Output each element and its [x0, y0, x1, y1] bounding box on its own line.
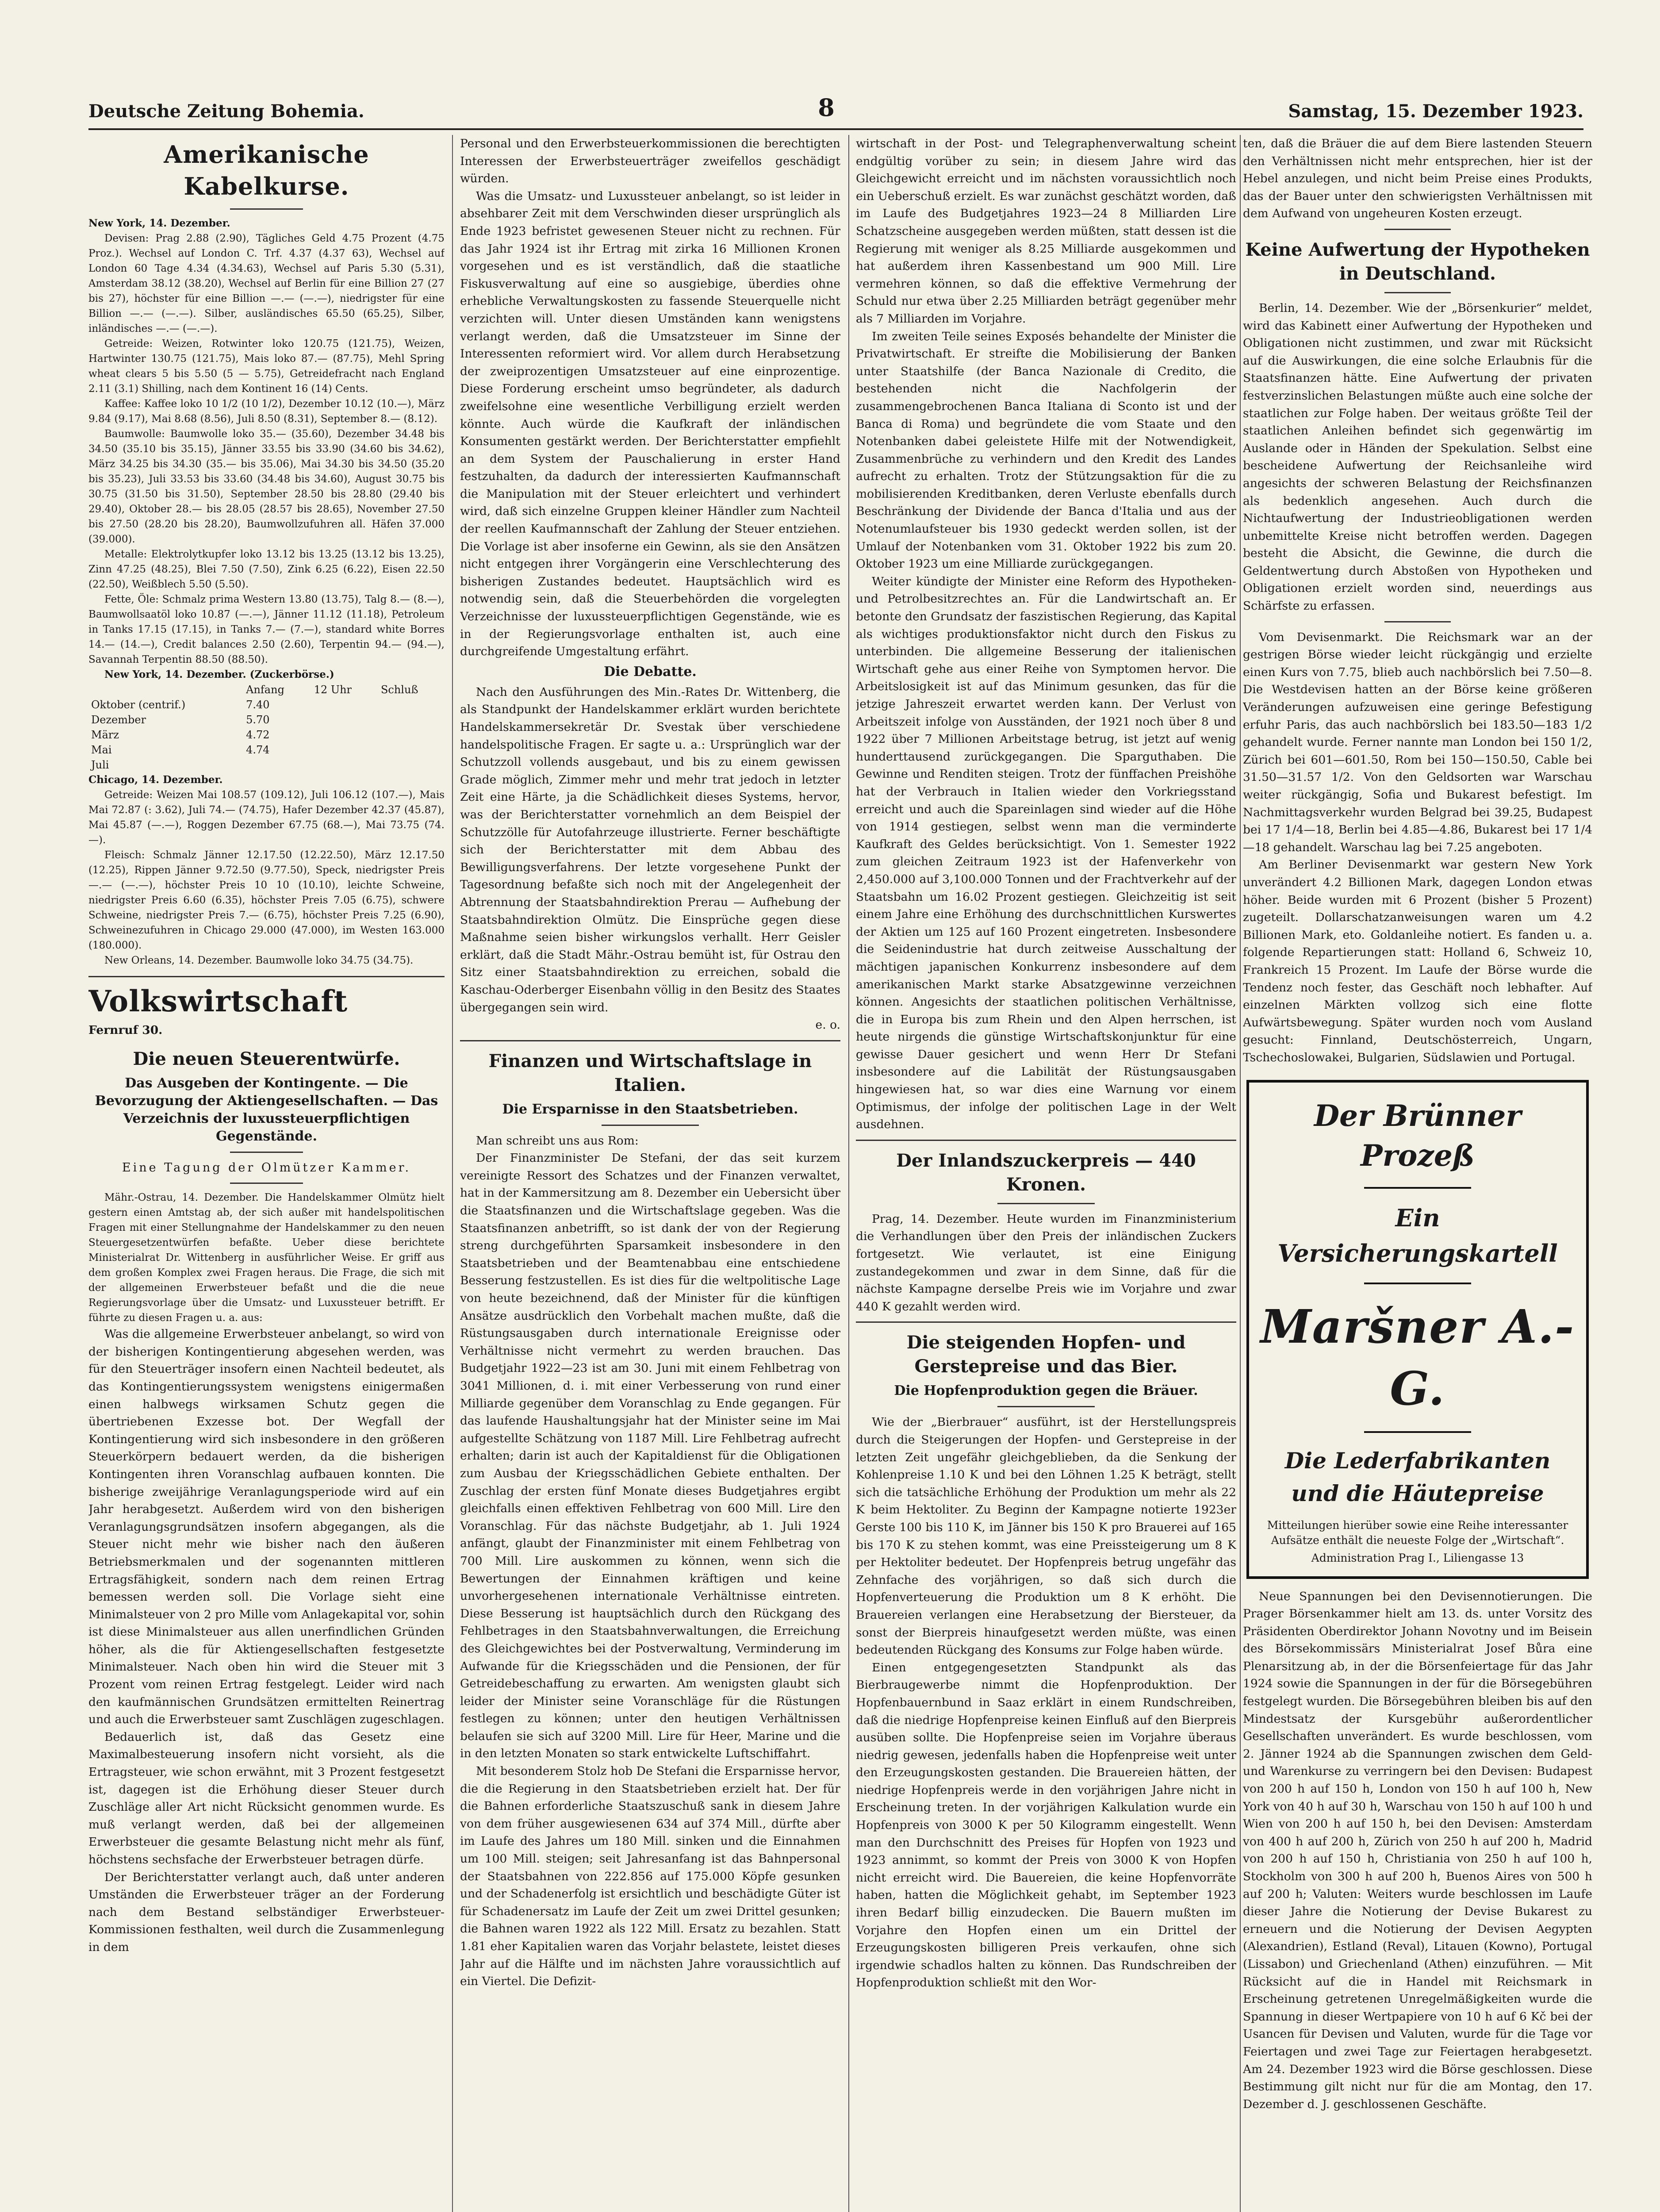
table-row [88, 742, 445, 757]
divider [460, 1040, 840, 1041]
table-cell: 4.72 [246, 729, 270, 741]
paragraph: Baumwolle: Baumwolle loko 35.— (35.60), Dezember 34.48 bis 34.50 (35.10 bis 35.15), Jänner 33.55 bis 33.90 (34.60 bis 34.62), März 34.25 bis 34.30 (35.— bis 35.06), Mai 34.30 bis 34.50 (35.20 bis 35.23), Juli 33.53 bis 33.60 (34.48 bis 34.60), August 30.75 bis 30.75 (31.50 bis 31.50), September 28.50 bis 28.80 (29.40 bis 29.40), Oktober 28.— bis 28.05 (28.57 bis 28.65), November 27.50 bis 27.50 (28.20 bis 28.20), Baumwollzufuhren all. Häfen 37.000 (39.000). [88, 428, 445, 545]
divider [230, 208, 303, 210]
paragraph: Mähr.-Ostrau, 14. Dezember. Die Handelskammer Olmütz hielt gestern einen Amtstag ab, der sich außer mit handelspolitischen Fragen mit einer Stellungnahme der Handelskammer zu den neuen Steuergesetzentwürfen befaßte. Ueber diese berichtete Ministerialrat Dr. Wittenberg in ausführlicher Weise. Er griff aus dem großen Komplex zwei Fragen heraus. Die Frage, die sich mit der allgemeinen Erwerbsteuer befaßt und die die neue Regierungsvorlage über die Umsatz- und Luxussteuer betrifft. Er führte zu diesen Fragen u. a. aus: [88, 1192, 445, 1324]
ad-rule [1364, 1283, 1471, 1284]
ad-note: Mitteilungen hierüber sowie eine Reihe interessanter Aufsätze enthält die neueste Folge der „Wirtschaft“. [1267, 1518, 1568, 1547]
divider [230, 1152, 303, 1153]
paragraph: Der Finanzminister De Stefani, der das seit kurzem vereinigte Ressort des Schatzes und der Finanzen verwaltet, hat in der Kammersitzung am 8. Dezember ein Uebersicht über die Staatsfinanzen und die Wirtschaftslage gegeben. Was die Staatsfinanzen anbetrifft, so ist dank der von der Regierung streng durchgeführten Sparsamkeit insbesondere in den Staatsbetrieben und der Beamtenabbau eine entschiedene Besserung festzustellen. Es ist dies für die weltpolitische Lage von heute bezeichnend, daß der Minister für die künftigen Ansätze ausdrücklich den Vorbehalt machen mußte, daß die Rüstungsausgaben durch internationale Ereignisse oder Verhältnisse nicht vermehrt zu werden brauchen. Das Budgetjahr 1922—23 ist am 30. Juni mit einem Fehlbetrag von 3041 Millionen, d. i. mit einer Verbesserung von rund einer Milliarde gegenüber dem Voranschlag zu Ende gegangen. Für das laufende Haushaltungsjahr hat der Minister seine im Mai aufgestellte Schätzung von 1187 Mill. Lire Fehlbetrag aufrecht erhalten; darin ist auch der Kapitaldienst für die Obligationen zum Ausbau der Kriegsschädlichen Gebiete enthalten. Der Zuschlag der ersten fünf Monate dieses Budgetjahres ergibt gleichfalls einen effektiven Fehlbetrag von 600 Mill. Lire den Voranschlag. Für das nächste Budgetjahr, ab 1. Juli 1924 anfängt, glaubt der Finanzminister mit einem Fehlbetrag von 700 Mill. Lire auskommen zu können, wenn sich die Bewertungen der Einnahmen kräftigen und keine unvorhergesehenen internationale Verhältnisse eintreten. Diese Besserung ist hauptsächlich durch den Rückgang des Fehlbetrages in den Staatsbahnverwaltungen, die Erreichung des Gleichgewichtes bei der Postverwaltung, Verminderung im Aufwande für die Kriegsschäden und die Pensionen, der für Getreidebeschaffung zu erwarten. Am wenigsten glaubt sich leider der Minister seine Voranschläge für die Rüstungen festlegen zu können; unter den heutigen Verhältnissen belaufen sie sich auf 3200 Mill. Lire für Heer, Marine und die in den letzten Monaten so stark entwickelte Luftschiffahrt. [460, 1151, 840, 1761]
paragraph: Man schreibt uns aus Rom: [476, 1133, 639, 1148]
table-header-cell: Anfang [246, 684, 284, 696]
table-row [88, 712, 445, 727]
table-cell [311, 697, 378, 712]
paragraph: Metalle: Elektrolytkupfer loko 13.12 bis 13.25 (13.12 bis 13.25), Zinn 47.25 (48.25), Blei 7.50 (7.50), Zink 6.25 (6.22), Eisen 22.50 (22.50), Weißblech 5.50 (5.50). [88, 549, 445, 590]
paragraph: Einen entgegengesetzten Standpunkt als das Bierbraugewerbe nimmt die Hopfenproduktion. Der Hopfenbauernbund in Saaz erklärt in einem Rundschreiben, daß die niedrige Hopfenpreise keinen Einfluß auf den Bierpreis ausüben sollte. Die Hopfenpreise seien im Vorjahre überaus niedrig gewesen, jedenfalls haben die Hopfenpreise weit unter den Erzeugungskosten gestanden. Die Brauereien hätten, der niedrige Hopfenpreis werde in den vorjährigen Jahre nicht in Erscheinung treten. In der vorjährigen Kalkulation wurde ein Hopfenpreis von 3000 K per 50 Kilogramm eingestellt. Wenn man den Durchschnitt des Preises für Hopfen von 1923 und 1923 annimmt, so kommt der Preis von 3000 K von Hopfen nicht erreicht wird. Die Bauereien, die keine Hopfenvorräte haben, hatten die Möglichkeit gehabt, im September 1923 ihren Bedarf billig einzudecken. Die Bauern mußten im Vorjahre den Hopfen einen um ein Drittel der Erzeugungskosten billigeren Preis verkaufen, ohne sich irgendwie schadlos halten zu können. Das Rundschreiben der Hopfenproduktion schließt mit den Wor- [856, 1660, 1236, 1990]
article-title: Die steigenden Hopfen- und Gerstepreise und das Bier. [906, 1332, 1186, 1377]
paragraph: Weiter kündigte der Minister eine Reform des Hypotheken- und Petrolbesitzrechtes an. Für die Landwirtschaft an. Er betonte den Grundsatz der faszistischen Regierung, das Kapital als wichtiges produktionsfaktor nicht durch den Fiskus zu unterbinden. Die allgemeine Besserung der italienischen Wirtschaft gehe aus einer Reihe von Symptomen hervor. Die Arbeitslosigkeit ist auf das Minimum gesunken, das für die jetzige Jahreszeit erwartet werden kann. Der Verlust von Arbeitszeit infolge von Ausständen, der 1921 noch über 8 und 1922 über 7 Millionen Arbeitstage betrug, ist jetzt auf wenig hunderttausend zurückgegangen. Die Sparguthaben. Die Gewinne und Renditen steigen. Trotz der fünffachen Preishöhe hat der Verbrauch in Italien wieder den Vorkriegsstand erreicht und auch die Spareinlagen sind wieder auf die Höhe von 1914 gestiegen, selbst wenn man die verminderte Kaufkraft des Geldes berücksichtigt. Von 1. Semester 1922 zum gleichen Zeitraum 1923 ist der Hafenverkehr von 2,450.000 auf 3,100.000 Tonnen und der Frachtverkehr auf der Staatsbahn um 16.02 Prozent gestiegen. Gleichzeitig ist seit einem Jahre eine Erhöhung des durchschnittlichen Kurswertes der Aktien um 125 auf 160 Prozent eingetreten. Insbesondere die Seidenindustrie hat durch zeitweise Ausschaltung der mächtigen japanischen Konkurrenz insbesondere auf dem amerikanischen Markt starke Absatzgewinne verzeichnen können. Angesichts der staatlichen politischen Verhältnisse, die in Europa bis zum Rhein und den Alpen herrschen, ist heute nirgends die günstige Wirtschaftskonjunktur für eine gewisse Dauer gesichert und wenn Herr Dr Stefani insbesondere auf die Labilität der Rüstungsausgaben hingewiesen hat, so war dies eine Warnung vor einem Optimismus, der infolge der politischen Lage in der Welt ausdehnen. [856, 574, 1236, 1132]
paragraph: Berlin, 14. Dezember. Wie der „Börsenkurier“ meldet, wird das Kabinett einer Aufwertung der Hypotheken und Obligationen nicht zustimmen, und zwar mit Rücksicht auf die Auswirkungen, die eine solche Erlaubnis für die Staatsfinanzen hätte. Eine Aufwertung der privaten festverzinslichen Belastungen müßte auch eine solche der staatlichen zur Folge haben. Der weitaus größte Teil der staatlichen Anleihen befindet sich gegenwärtig im Auslande oder in Händen der Spekulation. Selbst eine bescheidene Aufwertung der Reichsanleihe wird angesichts der schweren Belastung der Reichsfinanzen als bedenklich angesehen. Auch durch die Nichtaufwertung der Industrieobligationen werden unbemittelte Kreise nicht betroffen werden. Dagegen besteht die Absicht, die Gewinne, die durch die Geldentwertung durch Abstoßen von Hypotheken und Obligationen erzielt worden sind, neuerdings aus Schärfste zu erfassen. [1243, 301, 1592, 613]
column-1 [88, 135, 445, 2212]
subheading: Die Debatte. [604, 664, 697, 680]
article-subtitle: Eine Tagung der Olmützer Kammer. [122, 1160, 411, 1175]
column-rule [1240, 135, 1241, 2212]
header-rule [88, 128, 1583, 130]
table-cell [378, 712, 445, 727]
table-cell [243, 757, 311, 772]
paragraph: Personal und den Erwerbsteuerkommissionen die berechtigten Interessen der Erwerbsteuerträger zweifellos geschädigt würden. [460, 137, 840, 186]
ad-rule [1364, 1187, 1471, 1189]
ad-line: Maršner A.-G. [1260, 1299, 1575, 1416]
paragraph: Am Berliner Devisenmarkt war gestern New York unverändert 4.2 Billionen Mark, dagegen London etwas höher. Beide wurden mit 6 Prozent (bisher 5 Prozent) zugeteilt. Dollarschatzanweisungen waren um 4.2 Billionen Mark, eto. Goldanleihe notiert. Es fanden u. a. folgende Repartierungen statt: Holland 6, Schweiz 10, Frankreich 15 Prozent. Im Laufe der Börse wurde die Tendenz noch fester, das Geschäft noch lebhafter. Auf einzelnen Märkten vollzog sich eine flotte Aufwärtsbewegung. Später wurden noch vom Ausland gesucht: Finnland, Deutschösterreich, Ungarn, Tschechoslowakei, Bulgarien, Südslawien und Portugal. [1243, 858, 1592, 1064]
table-cell [378, 697, 445, 712]
article-deck: Das Ausgeben der Kontingente. — Die Bevorzugung der Aktiengesellschaften. — Das Verzeichnis der luxussteuerpflichtigen Gegenstände. [95, 1075, 438, 1144]
ad-address: Administration Prag I., Liliengasse 13 [1311, 1551, 1524, 1564]
column-3 [856, 135, 1236, 2212]
column-rule [848, 135, 849, 2212]
table-row [88, 697, 445, 712]
divider [856, 1140, 1236, 1141]
section-phone: Fernruf 30. [88, 1023, 163, 1037]
divider [602, 1125, 699, 1126]
column-4 [1243, 135, 1592, 2212]
table-cell [311, 757, 378, 772]
dateline: New York, 14. Dezember. [88, 217, 230, 229]
paragraph: Getreide: Weizen, Rotwinter loko 120.75 (121.75), Weizen, Hartwinter 130.75 (121.75), Mais loko 87.— (87.75), Mehl Spring wheat clears 5 bis 5.50 (5 — 5.75), Getreidefracht nach England 2.11 (3.1) Shilling, nach dem Kontinent 16 (14) Cents. [88, 338, 445, 395]
table-cell: Juli [91, 759, 109, 771]
article-title: Der Inlandszuckerpreis — 440 Kronen. [896, 1150, 1196, 1195]
divider [997, 1203, 1095, 1204]
table-cell [378, 727, 445, 742]
paragraph: Im zweiten Teile seines Exposés behandelte der Minister die Privatwirtschaft. Er streifte die Mobilisierung der Banken unter Staatshilfe (der Banca Nazionale di Credito, die bestehenden nicht die Nachfolgerin der zusammengebrochenen Banca Italiana di Sconto ist und der Banca di Roma) und begründete die vom Staate und den Notenbanken dabei geleistete Hilfe mit der Notwendigkeit, Zusammenbrüche zu verhindern und den Kredit des Landes aufrecht zu erhalten. Trotz der Stützungsaktion für die zu mobilisierenden Kreditbanken, deren Verluste ebenfalls durch Beschränkung der Dividende der Banca d'Italia und aus der Notenumlaufsteuer bis 1930 gedeckt werden sollen, ist der Umlauf der Notenbanken vom 31. Oktober 1922 bis zum 20. Oktober 1923 um eine Milliarde zurückgegangen. [856, 329, 1236, 571]
ad-line: Ein Versicherungskartell [1277, 1203, 1558, 1267]
table-cell: 4.74 [246, 744, 270, 756]
table-cell [311, 742, 378, 757]
dateline: Chicago, 14. Dezember. [88, 774, 223, 786]
article-title: Amerikanische Kabelkurse. [164, 140, 369, 200]
paragraph: Fette, Öle: Schmalz prima Western 13.80 (13.75), Talg 8.— (8.—), Baumwollsaatöl loko 10.87 (—.—), Jänner 11.12 (11.18), Petroleum in Tanks 17.15 (17.15), in Tanks 7.— (7.—), standard white Borres 14.— (14.—), Credit balances 2.50 (2.60), Terpentin 94.— (94.—), Savannah Terpentin 88.50 (88.50). [88, 594, 445, 665]
paragraph: Devisen: Prag 2.88 (2.90), Tägliches Geld 4.75 Prozent (4.75 Proz.). Wechsel auf London C. Trf. 4.37 (4.37 63), Wechsel auf London 60 Tage 4.34 (4.34.63), Wechsel auf Paris 5.30 (5.31), Amsterdam 38.12 (38.20), Wechsel auf Berlin für eine Billion 27 (27 bis 27), höchster für eine Billion —.— (—.—), niedrigster für eine Billion —.— (—.—). Silber, ausländisches 65.50 (65.25), Silber, inländisches —.— (—.—). [88, 233, 445, 334]
advertisement [1246, 1080, 1589, 1579]
table-cell: 7.40 [246, 699, 270, 711]
paragraph: Kaffee: Kaffee loko 10 1/2 (10 1/2), Dezember 10.12 (10.—), März 9.84 (9.17), Mai 8.68 (8.56), Juli 8.50 (8.31), September 8.— (8.12). [88, 398, 445, 425]
table-cell: Mai [91, 744, 112, 756]
ad-line: Die Lederfabrikanten und die Häutepreise [1284, 1447, 1551, 1506]
paragraph: Fleisch: Schmalz Jänner 12.17.50 (12.22.50), März 12.17.50 (12.25), Rippen Jänner 9.72.50 (9.77.50), Speck, niedrigster Preis —.— (—.—), höchster Preis 10 10 (10.10), leichte Schweine, niedrigster Preis 6.60 (6.35), höchster Preis 7.05 (6.75), schwere Schweine, niedrigster Preis 7.— (6.75), höchster Preis 7.25 (6.90), Schweinezufuhren in Chicago 29.000 (47.000), im Westen 163.000 (180.000). [88, 849, 445, 951]
paragraph: Vom Devisenmarkt. Die Reichsmark war an der gestrigen Börse wieder leicht rückgängig und erzielte einen Kurs von 7.75, blieb auch nachbörslich bei 7.50—8. Die Westdevisen hatten an der Börse keine größeren Veränderungen aufzuweisen eine geringe Befestigung erfuhr Paris, das auch nachbörslich bei 183.50—183 1/2 gehandelt wurde. Ferner nannte man London bei 150 1/2, Zürich bei 601—601.50, Rom bei 150—150.50, Cable bei 31.50—31.57 1/2. Von den Geldsorten war Warschau weiter rückgängig, Sofia und Bukarest befestigt. Im Nachmittagsverkehr wurden Belgrad bei 39.25, Budapest bei 17 1/4—18, Berlin bei 4.85—4.86, Bukarest bei 17 1/4—18 gehandelt. Warschau lag bei 7.25 angeboten. [1243, 630, 1592, 854]
dateline: New York, 14. Dezember. (Zuckerbörse.) [104, 668, 334, 680]
paragraph: Mit besonderem Stolz hob De Stefani die Ersparnisse hervor, die die Regierung in den Staatsbetrieben erzielt hat. Der für die Bahnen erforderliche Staatszuschuß sank in diesem Jahre von dem früher ausgewiesenen 634 auf 374 Mill., dürfte aber im Laufe des Jahres um 180 Mill. sinken und die Einnahmen um 100 Mill. steigen; seit Jahresanfang ist das Bahnpersonal der Staatsbahnen von 222.856 auf 175.000 Köpfe gesunken und der Schadenerfolg ist ersichtlich und beschädigte Güter ist für Schadenersatz im Laufe der Zeit um zwei Drittel gesunken; die Bahnen waren 1922 als 122 Mill. Ersatz zu bezahlen. Statt 1.81 eher Kapitalien waren das Vorjahr belastete, leistet dieses Jahr auf die Hälfte und im nächsten Jahre voraussichtlich auf ein Viertel. Die Defizit- [460, 1764, 840, 1989]
paragraph: wirtschaft in der Post- und Telegraphenverwaltung scheint endgültig vorüber zu sein; in diesem Jahre wird das Gleichgewicht erreicht und im nächsten voraussichtlich noch ein Ueberschuß erzielt. Es war zunächst geschätzt worden, daß im Laufe des Budgetjahres 1923—24 8 Milliarden Lire Schatzscheine ausgegeben werden müßten, statt dessen ist die Regierung mit weniger als 8.25 Milliarde ausgekommen und hat außerdem ihren Kassenbestand um 900 Mill. Lire vermehren können, so daß die effektive Vermehrung der Schuld nur etwa über 2.25 Milliarden beträgt gegenüber mehr als 7 Milliarden im Vorjahre. [856, 137, 1236, 326]
paragraph: Wie der „Bierbrauer“ ausführt, ist der Herstellungspreis durch die Steigerungen der Hopfen- und Gerstepreise in der letzten Zeit ungefähr gleichgeblieben, da die Senkung der Kohlenpreise 1.10 K und bei den Löhnen 1.25 K beträgt, stellt sich die tatsächliche Erhöhung der Produktion um mehr als 22 K beim Hektoliter. Zu Beginn der Kampagne notierte 1923er Gerste 100 bis 110 K, im Jänner bis 150 K pro Brauerei auf 165 bis 170 K zu stehen kommt, was eine Preissteigerung um 8 K per Hektoliter bedeutet. Der Hopfenpreis betrug ungefähr das Zehnfache des vorjährigen, so daß sich durch die Hopfenverteuerung die Produktion um 8 K erhöht. Die Brauereien verlangen eine Herabsetzung der Biersteuer, da sonst der Bierpreis hinaufgesetzt werden müßte, was einen bedeutenden Rückgang des Konsums zur Folge haben würde. [856, 1415, 1236, 1657]
page-number: 8 [818, 93, 835, 122]
table-row [88, 757, 445, 772]
section-title: Volkswirtschaft [88, 984, 348, 1018]
article-subtitle: Die Ersparnisse in den Staatsbetrieben. [502, 1101, 798, 1117]
divider [997, 1406, 1095, 1407]
divider [1384, 229, 1451, 230]
ad-rule [1364, 1431, 1471, 1433]
table-cell [311, 712, 378, 727]
paragraph: Was die allgemeine Erwerbsteuer anbelangt, so wird von der bisherigen Kontingentierung abgesehen werden, was für den Steuerträger insofern einen Nachteil bedeutet, als das Kontingentierungssystem wenigstens einigermaßen einen halbwegs wirksamen Schutz gegen die übertriebenen Exzesse bot. Der Wegfall der Kontingentierung wird sich insbesondere in den größeren Steuerkörpern bedauert werden, da die bisherigen Kontingenten ihren Voranschlag aufbauen konnten. Die bisherige zweijährige Veranlagungsperiode wird auf ein Jahr herabgesetzt. Außerdem wird von den bisherigen Veranlagungsgrundsätzen insofern abgegangen, als die Steuer nicht mehr wie bisher nach den äußeren Betriebsmerkmalen und der sogenannten mittleren Ertragsfähigkeit, sondern nach dem reinen Ertrag bemessen werden soll. Die Vorlage sieht eine Minimalsteuer von 2 pro Mille vom Anlagekapital vor, sohin ist diese Minimalsteuer aus allen unerfindlichen Gründen höher, als die für Aktiengesellschaften festgesetzte Minimalsteuer. Nach oben hin wird die Steuer mit 3 Prozent vom reinen Ertrag festgelegt. Leider wird nach den kaufmännischen Grundsätzen ermittelten Reinertrag und auch die Erwerbsteuer samt Zuschlägen zugeschlagen. [88, 1327, 445, 1727]
table-header-cell: 12 Uhr [314, 684, 352, 696]
column-2 [460, 135, 840, 2212]
ad-line: Der Brünner Prozeß [1314, 1098, 1522, 1173]
divider [1384, 292, 1451, 293]
paragraph: Was die Umsatz- und Luxussteuer anbelangt, so ist leider in absehbarer Zeit mit dem Verschwinden dieser ursprünglich als Ende 1923 befristet gewesenen Steuer nicht zu rechnen. Für das Jahr 1924 ist ihr Ertrag mit zirka 16 Millionen Kronen vorgesehen und es ist verständlich, daß die staatliche Fiskusverwaltung auf eine so ausgiebige, überdies ohne erhebliche Verwaltungskosten zu fassende Steuerquelle nicht verzichten will. Unter diesen Umständen kann wenigstens verlangt werden, daß die Umsatzsteuer im Sinne der Interessenten reformiert wird. Vor allem durch Herabsetzung der zweiprozentigen Umsatzsteuer auf eine einprozentige. Diese Forderung erscheint umso begründeter, als dadurch zweifelsohne eine wesentliche Verbilligung erzielt werden könnte. Auch würde die Kaufkraft der inländischen Konsumenten gestärkt werden. Der Berichterstatter empfiehlt an dem System der Pauschalierung in erster Hand festzuhalten, da dadurch der interessierten Kaufmannschaft die Manipulation mit der Steuer erleichtert und verhindert wird, daß sich einzelne Gruppen kleiner Händler zum Nachteil der reellen Kaufmannschaft der Zahlung der Steuer entziehen. Die Vorlage ist aber insoferne ein Gewinn, als sie den Ansätzen nicht entgegen ihrer Vorgängerin eine Verschlechterung des bisherigen Zustandes bedeutet. Hauptsächlich wird es notwendig sein, daß die Steuerbehörden die vorgelegten Verzeichnisse der luxussteuerpflichtigen Gegenstände, wie es in der Regierungsvorlage enthalten ist, auch eine durchgreifende Umgestaltung erfährt. [460, 189, 840, 659]
divider [88, 976, 445, 977]
table-header-cell: Schluß [380, 684, 418, 696]
article-title: Keine Aufwertung der Hypotheken in Deutschland. [1245, 239, 1590, 284]
divider [856, 1321, 1236, 1323]
table-cell: Oktober (centrif.) [91, 699, 186, 711]
table-cell [378, 742, 445, 757]
table-cell [378, 757, 445, 772]
paragraph: Der Berichterstatter verlangt auch, daß unter anderen Umständen die Erwerbsteuer träger an der Forderung nach dem Bestand selbständiger Erwerbsteuer-Kommissionen festhalten, weil durch die Zusammenlegung in dem [88, 1870, 445, 1954]
divider [230, 1183, 303, 1184]
sugar-table [88, 682, 445, 772]
article-title: Die neuen Steuerentwürfe. [133, 1048, 400, 1069]
paragraph: Prag, 14. Dezember. Heute wurden im Finanzministerium die Verhandlungen über den Preis der inländischen Zuckers fortgesetzt. Wie verlautet, ist eine Einigung zustandegekommen und zwar in dem Sinne, daß für die nächste Kampagne derselbe Preis wie im Vorjahre und zwar 440 K gezahlt werden wird. [856, 1212, 1236, 1313]
issue-date: Samstag, 15. Dezember 1923. [1288, 101, 1583, 122]
table-cell: März [91, 729, 119, 741]
column-rule [452, 135, 453, 2212]
table-cell [311, 727, 378, 742]
table-header-row [88, 682, 445, 697]
signature: e. o. [815, 1018, 840, 1032]
table-header-cell [88, 682, 243, 697]
article-subtitle: Die Hopfenproduktion gegen die Bräuer. [894, 1383, 1198, 1399]
paragraph: New Orleans, 14. Dezember. Baumwolle loko 34.75 (34.75). [104, 955, 414, 966]
paragraph: ten, daß die Bräuer die auf dem Biere lastenden Steuern den Verhältnissen nicht mehr entsprechen, hier ist der Hebel anzulegen, und nicht beim Preise eines Produkts, das der Bauer unter den schwierigsten Verhältnissen mit dem Aufwand von ungeheuren Kosten erzeugt. [1243, 137, 1592, 221]
divider [1384, 621, 1451, 622]
table-row [88, 727, 445, 742]
paragraph: Neue Spannungen bei den Devisennotierungen. Die Prager Börsenkammer hielt am 13. ds. unter Vorsitz des Präsidenten Oberdirektor Johann Novotny und im Beisein des Börsekommissärs Ministerialrat Josef Bůra eine Plenarsitzung ab, in der die Börsenfeiertage für das Jahr 1924 sowie die Spannungen in der für die Börsegebühren festgelegt wurden. Die Börsegebühren bleiben bis auf den Mindestsatz der Kursgebühr außerordentlicher Gesellschaften unverändert. Es wurde beschlossen, vom 2. Jänner 1924 ab die Spannungen zwischen dem Geld- und Warenkurse zu verringern bei den Devisen: Budapest von 200 h auf 150 h, London von 150 h auf 100 h, New York von 40 h auf 30 h, Warschau von 150 h auf 100 h und Wien von 200 h auf 150 h, bei den Devisen: Amsterdam von 400 h auf 200 h, Zürich von 250 h auf 200 h, Madrid von 200 h auf 150 h, Christiania von 250 h auf 100 h, Stockholm von 300 h auf 200 h, Buenos Aires von 500 h auf 200 h; Valuten: Weiters wurde beschlossen im Laufe dieser Jahre die Notierung der Devise Bukarest zu erneuern und die Notierung der Devisen Aegypten (Alexandrien), Estland (Reval), Litauen (Kowno), Portugal (Lissabon) und Griechenland (Athen) einzuführen. — Mit Rücksicht auf die in Handel mit Reichsmark in Erscheinung getretenen Unregelmäßigkeiten wurde die Spannung in dieser Wertpapiere von 10 h auf 6 Kč bei der Usancen für Devisen und Valuten, wurde für die Tage vor Feiertagen und zwei Tage zur Feiertagen herabgesetzt. Am 24. Dezember 1923 wird die Börse geschlossen. Diese Bestimmung gilt nicht nur für die am Montag, den 17. Dezember d. J. geschlossenen Geschäfte. [1243, 1589, 1592, 2111]
masthead-title: Deutsche Zeitung Bohemia. [88, 101, 364, 122]
paragraph: Nach den Ausführungen des Min.-Rates Dr. Wittenberg, die als Standpunkt der Handelskammer erklärt wurden berichtete Handelskammersekretär Dr. Svestak über verschiedene handelspolitische Fragen. Er sagte u. a.: Ursprünglich war der Schutzzoll vollends ausgebaut, und bis zu einem gewissen Grade möglich, Zimmer mehr und mehr trat jedoch in letzter Zeit eine Härte, ja die Schädlichkeit dieses Systems, hervor, was der Berichterstatter vornehmlich an dem Beispiel der Schutzzölle für Autofahrzeuge illustrierte. Ferner beschäftigte sich der Berichterstatter mit dem Abbau des Bewilligungsverfahrens. Der letzte vorgesehene Punkt der Tagesordnung befaßte sich noch mit der Angelegenheit der Abtrennung der Staatsbahndirektion Prerau — Aufhebung der Staatsbahndirektion Olmütz. Die Einsprüche gegen diese Maßnahme seien bisher wirkungslos verhallt. Herr Geisler erklärt, daß die Stadt Mähr.-Ostrau bemüht ist, für Ostrau den Sitz einer Staatsbahndirektion zu erreichen, sobald die Kaschau-Oderberger Eisenbahn völlig in den Besitz des Staates übergegangen sein wird. [460, 685, 840, 1014]
paragraph: Getreide: Weizen Mai 108.57 (109.12), Juli 106.12 (107.—), Mais Mai 72.87 (: 3.62), Juli 74.— (74.75), Hafer Dezember 42.37 (45.87), Mai 45.87 (—.—), Roggen Dezember 67.75 (68.—), Mai 73.75 (74.—). [88, 789, 445, 846]
table-cell: Dezember [91, 714, 146, 726]
article-title: Finanzen und Wirtschaftslage in Italien. [488, 1050, 812, 1095]
table-cell: 5.70 [246, 714, 270, 726]
running-header [88, 91, 1583, 122]
paragraph: Bedauerlich ist, daß das Gesetz eine Maximalbesteuerung insofern nicht vorsieht, als die Ertragsteuer, wie schon erwähnt, mit 3 Prozent festgesetzt ist, dagegen ist die Erhöhung dieser Steuer durch Zuschläge aller Art nicht Rücksicht genommen wurde. Es muß verlangt werden, daß bei der allgemeinen Erwerbsteuer die gesamte Belastung nicht mehr als fünf, höchstens sechsfache der Erwerbsteuer betragen dürfe. [88, 1730, 445, 1866]
